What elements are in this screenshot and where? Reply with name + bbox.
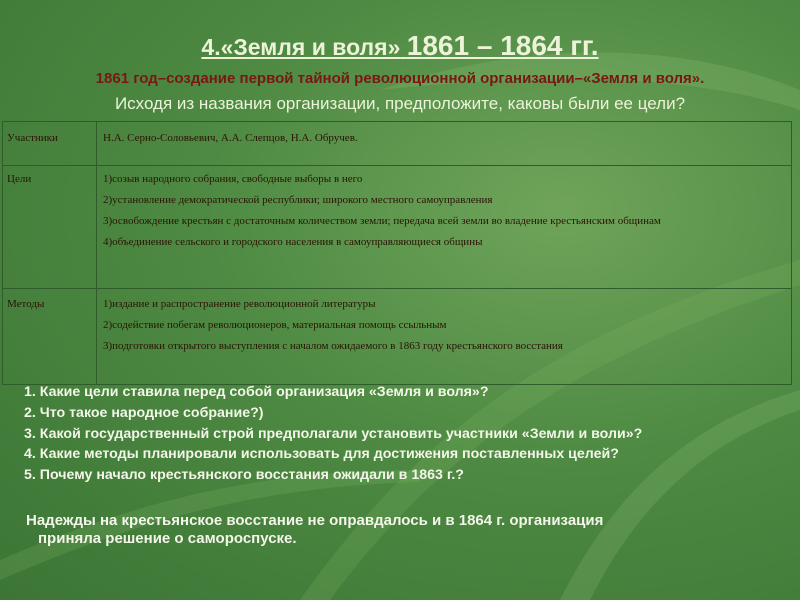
table-row-methods <box>3 289 792 385</box>
goals-label: Цели <box>3 166 97 289</box>
question-list <box>24 382 642 486</box>
conclusion-line-2: приняла решение о самороспуске. <box>38 530 297 547</box>
goal-item: 1)созыв народного собрания, свободные выборы в него <box>103 173 363 185</box>
goal-item: 4)объединение сельского и городского населения в самоуправляющиеся общины <box>103 235 483 248</box>
question-item: 3. Какой государственный строй предполагали установить участники «Земли и воли»? <box>24 425 643 442</box>
participants-label: Участники <box>3 122 97 166</box>
title-main: 4.«Земля и воля» <box>201 34 401 60</box>
lead-question: Исходя из названия организации, предположите, каковы были ее цели? <box>114 94 686 113</box>
table-row-participants <box>3 122 792 166</box>
method-item: 3)подготовки открытого выступления с началом ожидаемого в 1863 году крестьянского восстания <box>103 339 563 352</box>
goals-cell <box>97 166 792 289</box>
table-row-goals <box>3 166 792 289</box>
methods-cell <box>97 289 792 385</box>
method-item: 1)издание и распространение революционной литературы <box>103 298 376 310</box>
conclusion <box>26 512 746 548</box>
organization-table <box>2 121 792 385</box>
question-item: 4. Какие методы планировали использовать для достижения поставленных целей? <box>24 446 619 463</box>
question-item: 1. Какие цели ставила перед собой организация «Земля и воля»? <box>24 384 489 400</box>
slide-title <box>0 30 800 62</box>
subtitle: 1861 год–создание первой тайной революционной организации–«Земля и воля». <box>95 70 705 87</box>
methods-label: Методы <box>3 289 97 385</box>
question-item: 5. Почему начало крестьянского восстания ожидали в 1863 г.? <box>24 467 464 484</box>
goal-item: 2)установление демократической республики; широкого местного самоуправления <box>103 193 493 206</box>
participants-value: Н.А. Серно-Соловьевич, А.А. Слепцов, Н.А. Обручев. <box>97 122 792 166</box>
title-years: 1861 – 1864 гг. <box>406 30 599 61</box>
goal-item: 3)освобождение крестьян с достаточным количеством земли; передача всей земли во владение крестьянским общинам <box>103 214 661 227</box>
question-item: 2. Что такое народное собрание?) <box>24 404 264 421</box>
conclusion-line-1: Надежды на крестьянское восстание не оправдалось и в 1864 г. организация <box>26 512 604 529</box>
method-item: 2)содействие побегам революционеров, материальная помощь ссыльным <box>103 318 447 331</box>
